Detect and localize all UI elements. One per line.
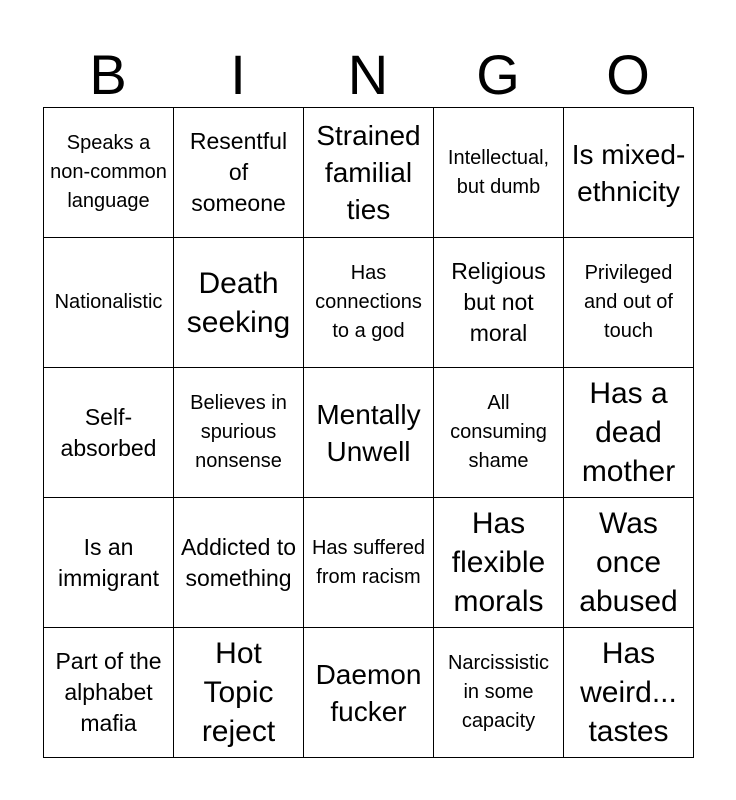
bingo-cell[interactable] [44,108,174,238]
cell-text: Has a dead mother [581,377,676,488]
bingo-cell[interactable] [304,238,434,368]
cell-text: Was once abused [579,507,678,618]
cell-text: Mentally Unwell [316,398,421,467]
cell-text: Religious but not moral [451,258,546,346]
bingo-cell[interactable] [564,498,694,628]
bingo-cell[interactable] [564,628,694,758]
bingo-cell[interactable] [434,368,564,498]
cell-text: Hot Topic reject [201,637,276,748]
bingo-header [43,42,693,108]
bingo-cell[interactable] [174,628,304,758]
board-row [44,108,694,238]
bingo-cell[interactable] [44,498,174,628]
cell-text: Has flexible morals [451,507,546,618]
bingo-cell[interactable] [564,368,694,498]
cell-text: Death seeking [186,266,291,339]
cell-text: Daemon fucker [315,658,422,727]
cell-text: Nationalistic [54,291,163,313]
bingo-board [43,107,694,758]
bingo-cell[interactable] [304,498,434,628]
board-row [44,498,694,628]
cell-text: Addicted to something [180,533,297,591]
bingo-cell[interactable] [174,368,304,498]
cell-text: Is mixed-ethnicity [571,138,686,207]
cell-text: Has suffered from racism [311,536,426,588]
cell-text: Has connections to a god [315,262,422,342]
board-row [44,628,694,758]
cell-text: Self-absorbed [60,403,157,461]
bingo-cell[interactable] [44,238,174,368]
bingo-cell[interactable] [564,108,694,238]
cell-text: Resentful of someone [189,128,288,216]
bingo-cell[interactable] [304,368,434,498]
header-letter-n: N [347,43,389,106]
board-row [44,368,694,498]
cell-text: Speaks a non-common language [50,132,167,212]
cell-text: Strained familial ties [316,120,421,225]
cell-text: All consuming shame [450,392,547,472]
cell-text: Is an immigrant [58,533,159,591]
header-letter-o: O [606,43,650,106]
bingo-cell[interactable] [174,108,304,238]
bingo-cell[interactable] [44,368,174,498]
bingo-cell[interactable] [434,628,564,758]
cell-text: Part of the alphabet mafia [55,648,162,736]
header-letter-g: G [476,43,520,106]
bingo-cell[interactable] [174,498,304,628]
bingo-cell[interactable] [304,628,434,758]
bingo-cell[interactable] [174,238,304,368]
bingo-cell[interactable] [434,108,564,238]
cell-text: Narcissistic in some capacity [447,652,550,732]
bingo-cell[interactable] [304,108,434,238]
header-letter-i: I [230,43,246,106]
bingo-cell[interactable] [434,238,564,368]
header-letter-b: B [89,43,127,106]
cell-text: Believes in spurious nonsense [190,392,287,472]
board-row [44,238,694,368]
bingo-cell[interactable] [44,628,174,758]
cell-text: Intellectual, but dumb [447,146,550,198]
bingo-cell[interactable] [434,498,564,628]
cell-text: Has weird... tastes [580,637,677,748]
cell-text: Privileged and out of touch [584,262,673,342]
bingo-cell[interactable] [564,238,694,368]
